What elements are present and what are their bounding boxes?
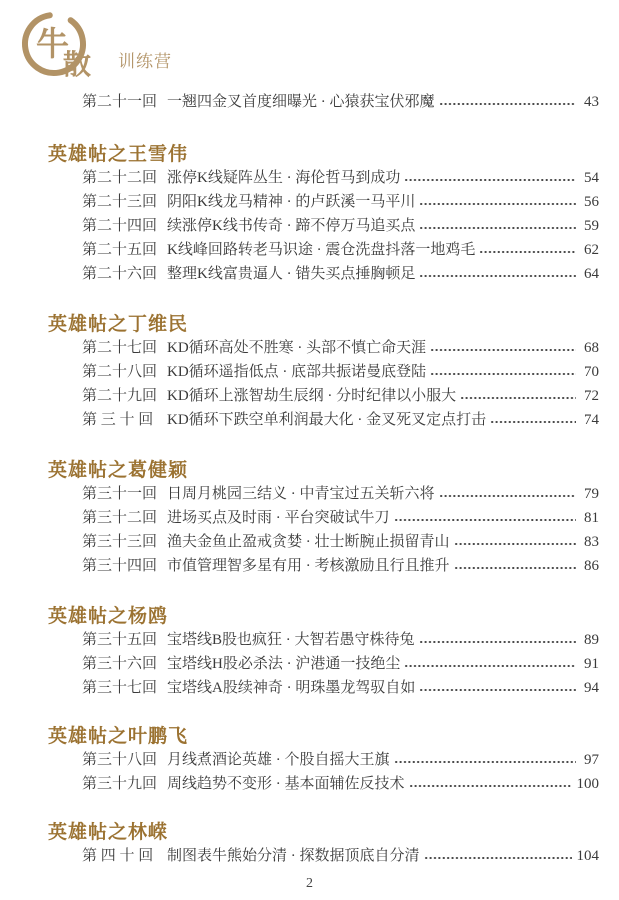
entry-title: KD循环高处不胜寒 · 头部不慎亡命天涯 (167, 340, 427, 356)
entry-title: KD循环遥指低点 · 底部共振诺曼底登陆 (167, 364, 427, 380)
entry-title: 宝塔线B股也疯狂 · 大智若愚守株待兔 (167, 632, 415, 648)
entry-title: 宝塔线H股必杀法 · 沪港通一技绝尘 (167, 656, 401, 672)
chapter-label: 第二十九回 (82, 388, 158, 404)
toc-entry (82, 530, 599, 554)
toc-entry (82, 772, 599, 796)
toc-entry (82, 748, 599, 772)
entry-title: 整理K线富贵逼人 · 错失买点捶胸顿足 (167, 266, 416, 282)
page-number: 81 (584, 510, 599, 526)
chapter-label: 第二十八回 (82, 364, 158, 380)
toc-entry (82, 238, 599, 262)
chapter-label: 第三十六回 (82, 656, 158, 672)
chapter-label: 第二十一回 (82, 94, 158, 110)
dot-leader (419, 190, 576, 214)
section-header: 英雄帖之王雪伟 (48, 143, 189, 165)
entry-title: 涨停K线疑阵丛生 · 海伦哲马到成功 (167, 170, 401, 186)
entry-title: K线峰回路转老马识途 · 震仓洗盘抖落一地鸡毛 (167, 242, 476, 258)
dot-leader (460, 384, 576, 408)
chapter-label: 第三十一回 (82, 486, 158, 502)
entry-title: 续涨停K线书传奇 · 蹄不停万马追买点 (167, 218, 416, 234)
chapter-label: 第三十四回 (82, 558, 158, 574)
entry-title: KD循环下跌空单利润最大化 · 金叉死叉定点打击 (167, 412, 487, 428)
chapter-label: 第 三 十 回 (82, 412, 154, 428)
dot-leader (394, 506, 577, 530)
toc-entry (82, 408, 599, 432)
chapter-label: 第三十五回 (82, 632, 158, 648)
page-number: 89 (584, 632, 599, 648)
dot-leader (394, 748, 577, 772)
chapter-label: 第三十八回 (82, 752, 158, 768)
page-number: 79 (584, 486, 599, 502)
chapter-label: 第三十九回 (82, 776, 158, 792)
dot-leader (419, 262, 576, 286)
dot-leader (490, 408, 576, 432)
chapter-label: 第三十二回 (82, 510, 158, 526)
entry-title: 宝塔线A股续神奇 · 明珠墨龙驾驭自如 (167, 680, 416, 696)
section-header: 英雄帖之葛健颖 (48, 459, 189, 481)
section-header: 英雄帖之叶鹏飞 (48, 725, 189, 747)
logo-ring-icon (12, 4, 130, 80)
section-header: 英雄帖之杨鸥 (48, 605, 169, 627)
dot-leader (454, 530, 577, 554)
toc-entry (82, 482, 599, 506)
entry-title: 市值管理智多星有用 · 考核激励且行且推升 (167, 558, 450, 574)
page-number: 91 (584, 656, 599, 672)
footer-page-number: 2 (306, 876, 313, 891)
entry-title: 阴阳K线龙马精神 · 的卢跃溪一马平川 (167, 194, 416, 210)
section-header: 英雄帖之丁维民 (48, 313, 189, 335)
toc-entry (82, 844, 599, 868)
toc-entry (82, 190, 599, 214)
toc-entry (82, 554, 599, 578)
entry-title: 渔夫金鱼止盈戒贪婪 · 壮士断腕止损留青山 (167, 534, 450, 550)
toc-entry (82, 628, 599, 652)
toc-entry (82, 676, 599, 700)
page-number: 83 (584, 534, 599, 550)
toc-entry (82, 90, 599, 114)
page-number: 104 (576, 848, 599, 864)
toc-entry (82, 166, 599, 190)
page-number: 72 (584, 388, 599, 404)
page-number: 62 (584, 242, 599, 258)
dot-leader (419, 628, 576, 652)
toc-entry (82, 652, 599, 676)
dot-leader (454, 554, 577, 578)
chapter-label: 第三十三回 (82, 534, 158, 550)
page-number: 68 (584, 340, 599, 356)
entry-title: 一翘四金叉首度细曝光 · 心猿获宝伏邪魔 (167, 94, 435, 110)
dot-leader (419, 676, 576, 700)
chapter-label: 第二十四回 (82, 218, 158, 234)
entry-title: 日周月桃园三结义 · 中青宝过五关斩六将 (167, 486, 435, 502)
dot-leader (404, 652, 576, 676)
page-number: 64 (584, 266, 599, 282)
entry-title: 月线煮酒论英雄 · 个股自摇大王旗 (167, 752, 390, 768)
logo-suffix-label: 训练营 (118, 52, 172, 72)
chapter-label: 第 四 十 回 (82, 848, 154, 864)
chapter-label: 第二十五回 (82, 242, 158, 258)
entry-title: 进场买点及时雨 · 平台突破试牛刀 (167, 510, 390, 526)
dot-leader (409, 772, 572, 796)
dot-leader (430, 336, 576, 360)
dot-leader (479, 238, 576, 262)
dot-leader (439, 482, 577, 506)
chapter-label: 第二十三回 (82, 194, 158, 210)
logo-char-san: 散 (63, 48, 92, 80)
page-number: 70 (584, 364, 599, 380)
dot-leader (404, 166, 576, 190)
page-number: 74 (584, 412, 599, 428)
dot-leader (439, 90, 577, 114)
page-number: 100 (576, 776, 599, 792)
toc-entry (82, 214, 599, 238)
chapter-label: 第二十七回 (82, 340, 158, 356)
section-header: 英雄帖之林嵘 (48, 821, 169, 843)
page-number: 94 (584, 680, 599, 696)
chapter-label: 第三十七回 (82, 680, 158, 696)
dot-leader (430, 360, 576, 384)
toc-entry (82, 384, 599, 408)
toc-entry (82, 262, 599, 286)
chapter-label: 第二十二回 (82, 170, 158, 186)
entry-title: 周线趋势不变形 · 基本面辅佐反技术 (167, 776, 405, 792)
page-number: 97 (584, 752, 599, 768)
toc-entry (82, 336, 599, 360)
dot-leader (419, 214, 576, 238)
page-number: 86 (584, 558, 599, 574)
logo-char-niu: 牛 (36, 24, 69, 63)
chapter-label: 第二十六回 (82, 266, 158, 282)
brand-logo (12, 4, 172, 80)
toc-entry (82, 506, 599, 530)
page-number: 59 (584, 218, 599, 234)
page-number: 56 (584, 194, 599, 210)
entry-title: 制图表牛熊始分清 · 探数据顶底自分清 (167, 848, 420, 864)
page-number: 43 (584, 94, 599, 110)
dot-leader (424, 844, 572, 868)
toc-entry (82, 360, 599, 384)
entry-title: KD循环上涨智劫生辰纲 · 分时纪律以小服大 (167, 388, 457, 404)
page-number: 54 (584, 170, 599, 186)
